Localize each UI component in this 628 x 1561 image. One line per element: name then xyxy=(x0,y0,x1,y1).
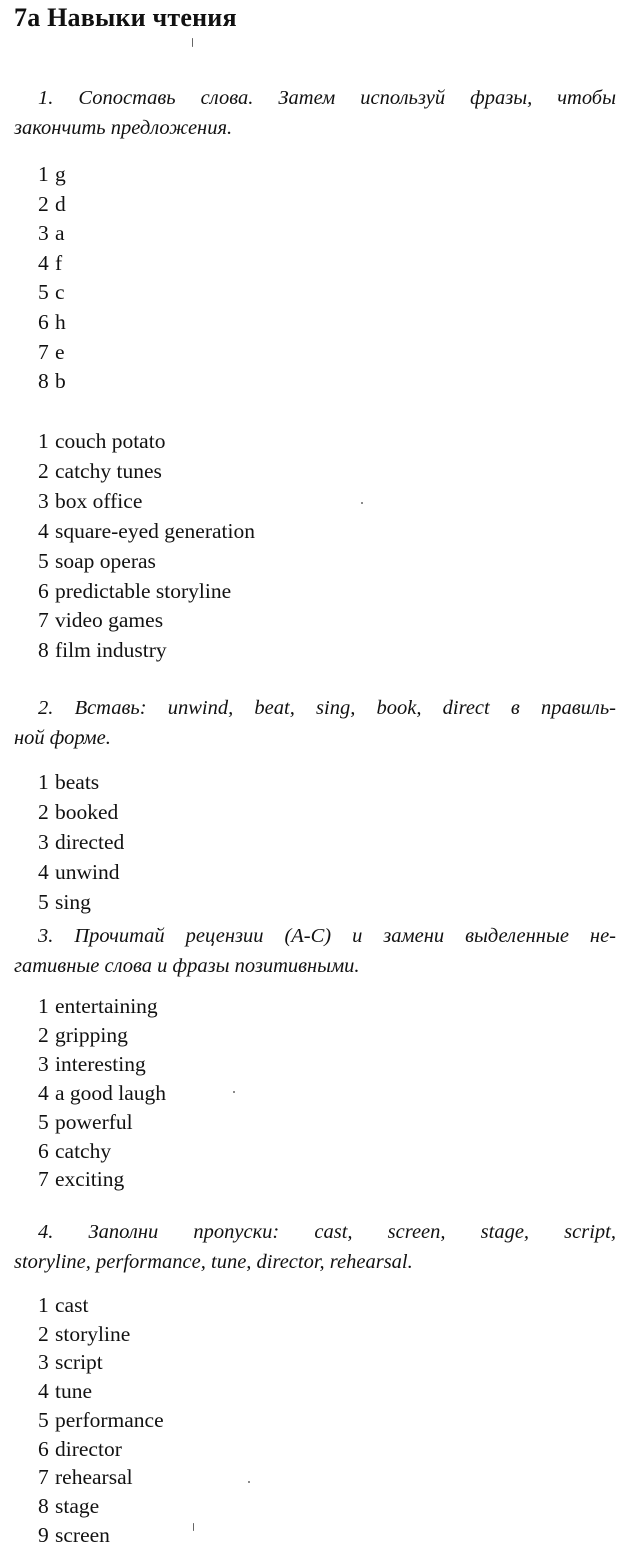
item-number: 6 xyxy=(38,309,49,334)
item-number: 5 xyxy=(38,280,49,305)
list-item xyxy=(38,827,124,857)
item-number: 2 xyxy=(38,1022,49,1047)
item-number: 3 xyxy=(38,488,49,513)
item-text: unwind xyxy=(55,860,120,884)
list-item xyxy=(38,547,255,577)
item-text: a xyxy=(55,221,65,246)
item-text: f xyxy=(55,250,63,275)
instruction-line: закончить предложения. xyxy=(14,117,233,139)
instruction-line: 4. Заполни пропуски: cast, screen, stage, script, xyxy=(38,1221,616,1243)
item-text: b xyxy=(55,369,66,394)
list-item xyxy=(38,1050,166,1079)
list-item xyxy=(38,857,124,887)
item-number: 8 xyxy=(38,1493,49,1518)
item-number: 1 xyxy=(38,429,49,453)
item-number: 4 xyxy=(38,860,49,884)
item-text: beats xyxy=(55,770,100,794)
list-item xyxy=(38,1463,164,1492)
item-number: 6 xyxy=(38,1138,49,1163)
exercise-1-answer-list-a xyxy=(38,160,66,397)
item-text: catchy tunes xyxy=(55,458,162,483)
instruction-line: 2. Вставь: unwind, beat, sing, book, direct в правиль- xyxy=(38,697,616,719)
item-text: performance xyxy=(55,1407,164,1432)
item-text: directed xyxy=(55,830,125,854)
list-item xyxy=(38,367,66,397)
list-item xyxy=(38,797,124,827)
item-number: 3 xyxy=(38,221,49,246)
list-item xyxy=(38,427,255,457)
list-item xyxy=(38,1291,164,1320)
list-item xyxy=(38,517,255,547)
list-item xyxy=(38,1492,164,1521)
item-text: entertaining xyxy=(55,994,158,1018)
item-text: box office xyxy=(55,488,143,513)
item-text: square-eyed generation xyxy=(55,518,255,543)
list-item xyxy=(38,992,166,1021)
list-item xyxy=(38,577,255,607)
list-item xyxy=(38,1406,164,1435)
exercise-4-answer-list xyxy=(38,1291,164,1549)
item-number: 9 xyxy=(38,1522,49,1547)
item-number: 4 xyxy=(38,518,49,543)
scan-speck xyxy=(248,1481,250,1483)
list-item xyxy=(38,887,124,917)
exercise-4-instruction xyxy=(14,1217,616,1277)
scan-speck xyxy=(233,1091,235,1093)
item-number: 1 xyxy=(38,162,49,186)
list-item xyxy=(38,1165,166,1194)
list-item xyxy=(38,1137,166,1166)
item-text: film industry xyxy=(55,638,167,663)
item-number: 5 xyxy=(38,1109,49,1134)
exercise-1-answer-list-b xyxy=(38,427,255,666)
list-item xyxy=(38,487,255,517)
instruction-line: ной форме. xyxy=(14,727,111,749)
item-number: 6 xyxy=(38,1436,49,1461)
item-number: 5 xyxy=(38,548,49,573)
item-number: 5 xyxy=(38,1407,49,1432)
page-title: 7a Навыки чтения xyxy=(14,3,237,32)
item-number: 7 xyxy=(38,1167,49,1192)
item-text: h xyxy=(55,309,66,334)
item-text: soap operas xyxy=(55,548,156,573)
item-number: 2 xyxy=(38,458,49,483)
exercise-1-instruction xyxy=(14,83,616,143)
item-text: stage xyxy=(55,1493,100,1518)
list-item xyxy=(38,338,66,368)
list-item xyxy=(38,1348,164,1377)
item-number: 8 xyxy=(38,369,49,394)
item-text: video games xyxy=(55,608,164,633)
item-text: catchy xyxy=(55,1138,112,1163)
exercise-3-answer-list xyxy=(38,992,166,1194)
list-item xyxy=(38,249,66,279)
item-number: 3 xyxy=(38,1051,49,1076)
item-number: 2 xyxy=(38,800,49,824)
exercise-2-instruction xyxy=(14,693,616,753)
item-number: 4 xyxy=(38,1080,49,1105)
item-text: a good laugh xyxy=(55,1080,167,1105)
scan-speck xyxy=(193,1523,194,1531)
scan-speck xyxy=(192,38,193,47)
item-number: 6 xyxy=(38,578,49,603)
item-text: script xyxy=(55,1350,103,1375)
item-text: sing xyxy=(55,890,91,914)
list-item xyxy=(38,1079,166,1108)
item-number: 4 xyxy=(38,1379,49,1404)
item-number: 2 xyxy=(38,191,49,216)
instruction-line: 3. Прочитай рецензии (A-C) и замени выделенные не- xyxy=(38,925,616,947)
item-number: 7 xyxy=(38,1465,49,1490)
list-item xyxy=(38,1108,166,1137)
item-text: interesting xyxy=(55,1051,146,1076)
item-text: d xyxy=(55,191,66,216)
item-text: exciting xyxy=(55,1167,125,1192)
item-text: couch potato xyxy=(55,429,166,453)
item-number: 8 xyxy=(38,638,49,663)
item-text: predictable storyline xyxy=(55,578,232,603)
item-number: 1 xyxy=(38,1293,49,1317)
item-text: cast xyxy=(55,1293,89,1317)
item-number: 2 xyxy=(38,1321,49,1346)
list-item xyxy=(38,767,124,797)
item-number: 3 xyxy=(38,1350,49,1375)
list-item xyxy=(38,278,66,308)
list-item xyxy=(38,1377,164,1406)
item-number: 1 xyxy=(38,770,49,794)
list-item xyxy=(38,160,66,190)
list-item xyxy=(38,190,66,220)
item-text: tune xyxy=(55,1379,93,1404)
list-item xyxy=(38,219,66,249)
list-item xyxy=(38,1320,164,1349)
item-number: 5 xyxy=(38,890,49,914)
instruction-line: 1. Сопоставь слова. Затем используй фразы, чтобы xyxy=(38,87,616,109)
list-item xyxy=(38,1521,164,1550)
list-item xyxy=(38,308,66,338)
item-text: gripping xyxy=(55,1022,128,1047)
item-text: rehearsal xyxy=(55,1465,133,1490)
item-text: director xyxy=(55,1436,122,1461)
instruction-line: storyline, performance, tune, director, rehearsal. xyxy=(14,1251,413,1273)
item-number: 7 xyxy=(38,608,49,633)
item-text: booked xyxy=(55,800,119,824)
item-text: c xyxy=(55,280,65,305)
instruction-line: гативные слова и фразы позитивными. xyxy=(14,955,360,977)
item-text: e xyxy=(55,339,65,364)
item-text: g xyxy=(55,162,66,186)
exercise-3-instruction xyxy=(14,921,616,981)
item-text: powerful xyxy=(55,1109,133,1134)
item-number: 4 xyxy=(38,250,49,275)
item-number: 3 xyxy=(38,830,49,854)
exercise-2-answer-list xyxy=(38,767,124,917)
item-text: screen xyxy=(55,1522,110,1547)
item-number: 7 xyxy=(38,339,49,364)
list-item xyxy=(38,636,255,666)
list-item xyxy=(38,1021,166,1050)
list-item xyxy=(38,1435,164,1464)
list-item xyxy=(38,606,255,636)
list-item xyxy=(38,457,255,487)
scan-speck xyxy=(361,502,363,504)
item-number: 1 xyxy=(38,994,49,1018)
item-text: storyline xyxy=(55,1321,131,1346)
